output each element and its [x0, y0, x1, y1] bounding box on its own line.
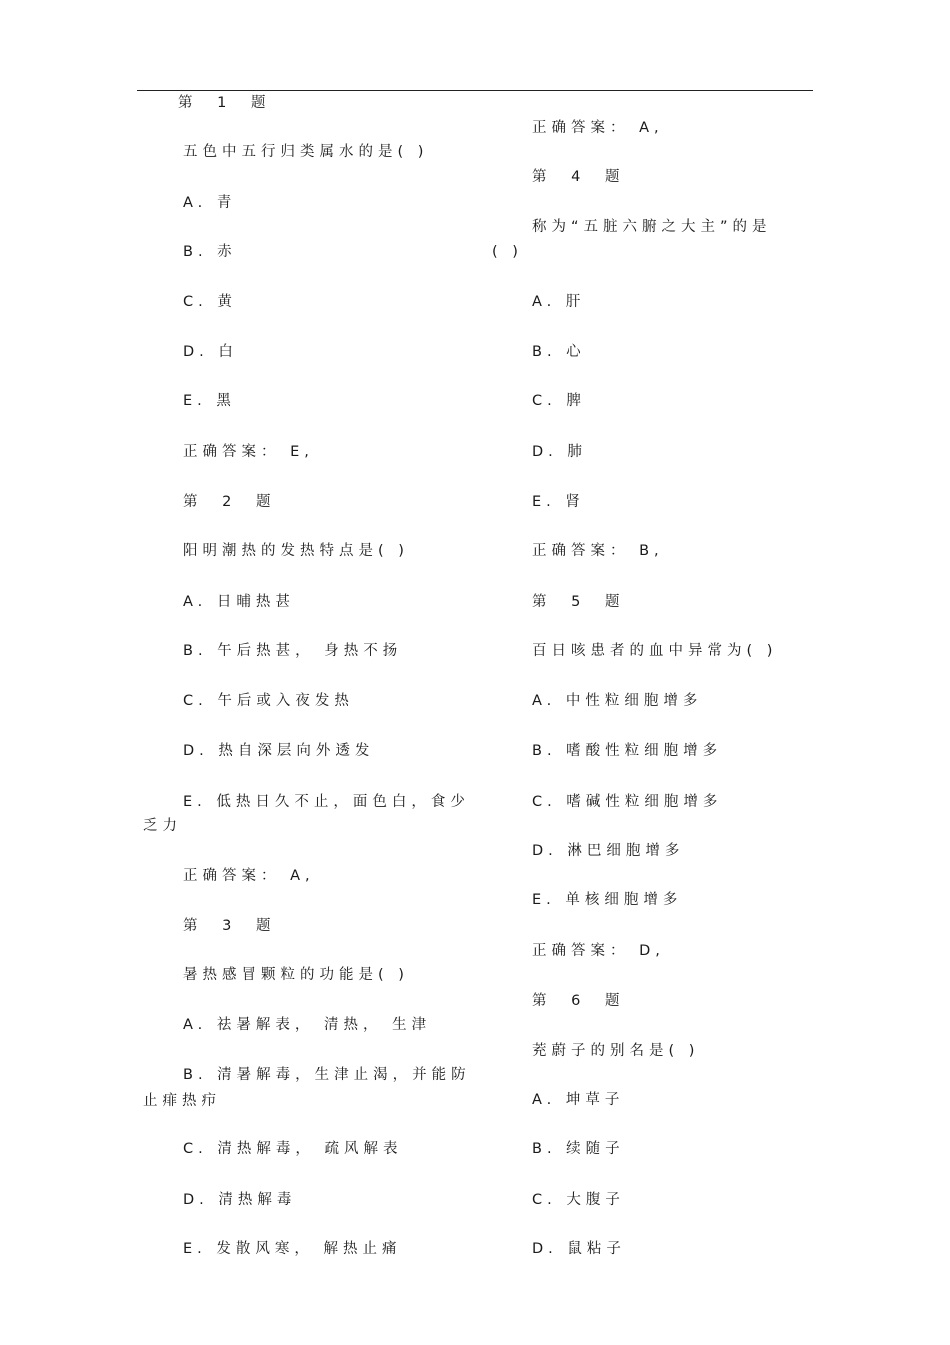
- question-stem: 茺蔚子的别名是( ): [532, 1043, 700, 1059]
- header-rule: [137, 90, 813, 91]
- option-c: C. 脾: [532, 393, 586, 409]
- correct-answer: 正确答案： B,: [532, 543, 664, 559]
- question-stem: 阳明潮热的发热特点是( ): [183, 543, 409, 559]
- option-e-continued: 乏力: [143, 818, 182, 834]
- option-b: B. 续随子: [532, 1141, 625, 1157]
- option-b: B. 清暑解毒，生津止渴，并能防: [183, 1067, 471, 1083]
- option-e: E. 单核细胞增多: [532, 892, 683, 908]
- question-title: 第 3 题: [183, 918, 281, 934]
- question-title: 第 6 题: [532, 993, 630, 1009]
- option-a: A. 青: [183, 195, 237, 211]
- option-c: C. 大腹子: [532, 1192, 625, 1208]
- question-title: 第 1 题: [178, 95, 276, 111]
- option-e: E. 肾: [532, 494, 585, 510]
- option-e: E. 黑: [183, 393, 236, 409]
- option-d: D. 鼠粘子: [532, 1241, 626, 1257]
- option-d: D. 淋巴细胞增多: [532, 843, 685, 859]
- option-c: C. 清热解毒， 疏风解表: [183, 1141, 403, 1157]
- option-d: D. 热自深层向外透发: [183, 743, 375, 759]
- option-e: E. 低热日久不止，面色白，食少: [183, 794, 470, 810]
- option-e: E. 发散风寒， 解热止痛: [183, 1241, 402, 1257]
- question-stem: 五色中五行归类属水的是( ): [183, 144, 429, 160]
- option-b: B. 午后热甚， 身热不扬: [183, 643, 403, 659]
- question-stem: 暑热感冒颗粒的功能是( ): [183, 967, 409, 983]
- question-stem-continued: ( ): [492, 244, 523, 260]
- correct-answer: 正确答案： A,: [183, 868, 315, 884]
- option-a: A. 中性粒细胞增多: [532, 693, 703, 709]
- option-c: C. 午后或入夜发热: [183, 693, 354, 709]
- option-b: B. 心: [532, 344, 586, 360]
- option-a: A. 祛暑解表， 清热， 生津: [183, 1017, 432, 1033]
- question-stem: 百日咳患者的血中异常为( ): [532, 643, 778, 659]
- option-b: B. 嗜酸性粒细胞增多: [532, 743, 723, 759]
- option-d: D. 肺: [532, 444, 587, 460]
- question-title: 第 4 题: [532, 169, 630, 185]
- question-title: 第 5 题: [532, 594, 630, 610]
- question-stem: 称为“五脏六腑之大主”的是: [532, 219, 772, 235]
- option-a: A. 坤草子: [532, 1092, 625, 1108]
- option-a: A. 日晡热甚: [183, 594, 295, 610]
- question-title: 第 2 题: [183, 494, 281, 510]
- option-d: D. 白: [183, 344, 238, 360]
- option-c: C. 嗜碱性粒细胞增多: [532, 794, 723, 810]
- option-b: B. 赤: [183, 244, 237, 260]
- correct-answer: 正确答案： A,: [532, 120, 664, 136]
- option-b-continued: 止痱热疖: [143, 1093, 221, 1109]
- option-d: D. 清热解毒: [183, 1192, 297, 1208]
- option-c: C. 黄: [183, 294, 237, 310]
- option-a: A. 肝: [532, 294, 586, 310]
- correct-answer: 正确答案： E,: [183, 444, 314, 460]
- correct-answer: 正确答案： D,: [532, 943, 665, 959]
